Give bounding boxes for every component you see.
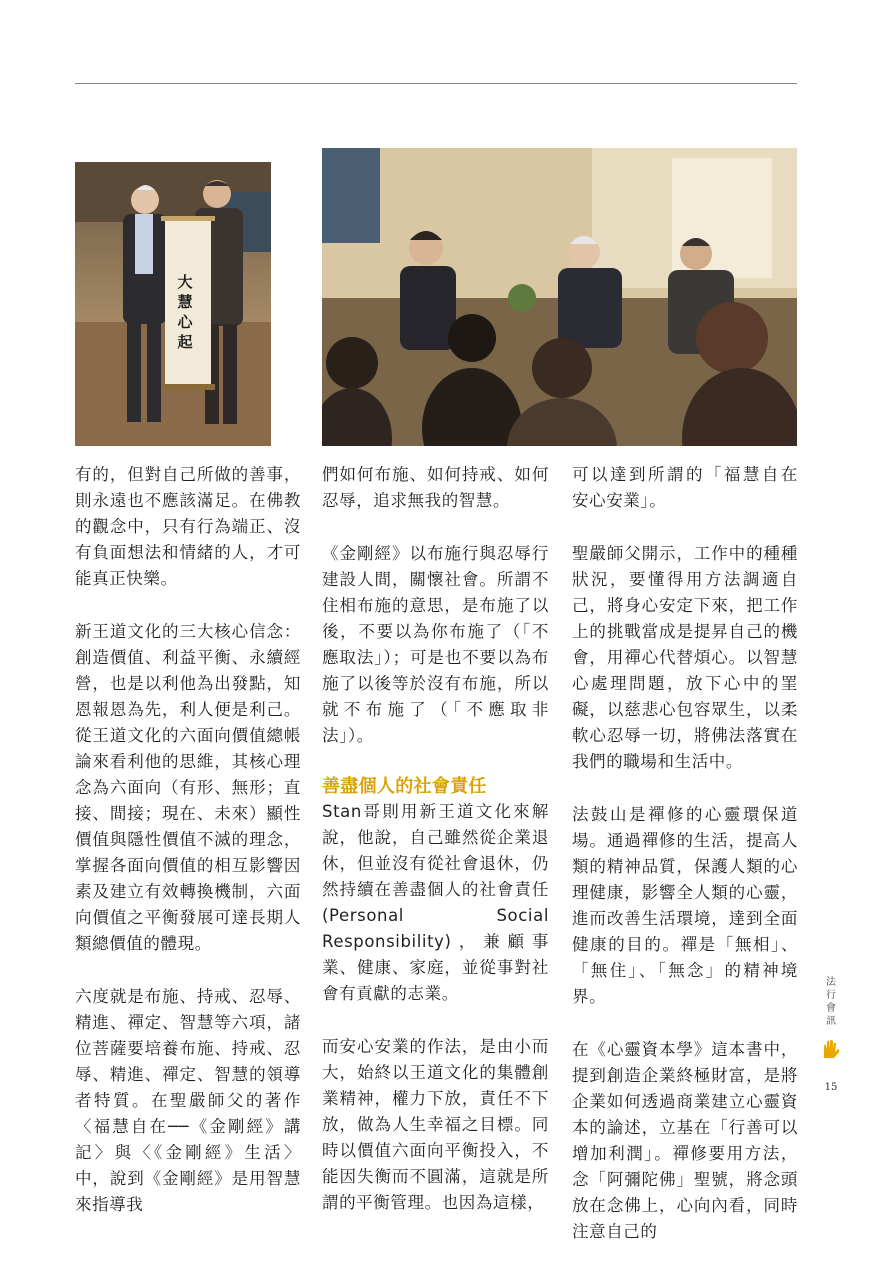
photo-panel-illustration — [322, 148, 797, 446]
paragraph: 們如何布施、如何持戒、如何忍辱，追求無我的智慧。 — [322, 465, 549, 510]
paragraph: 而安心安業的作法，是由小而大，始終以王道文化的集體創業精神，權力下放，責任不下放，做為人生幸福之目標。同時以價值六面向平衡投入，不能因失衡而不圓滿，這就是所謂的平衡管理。也因為這樣， — [322, 1037, 549, 1212]
paragraph: 有的，但對自己所做的善事，則永遠也不應該滿足。在佛教的觀念中，只有行為端正、沒有負面想法和情緒的人，才可能真正快樂。 — [75, 465, 301, 588]
text-column-3 — [572, 462, 798, 1272]
scroll-calligraphy — [171, 272, 199, 352]
text-column-2 — [322, 462, 549, 1243]
scroll-char: 慧 — [177, 293, 193, 311]
top-rule — [75, 83, 797, 84]
paragraph: 新王道文化的三大核心信念：創造價值、利益平衡、永續經營，也是以利他為出發點，知恩報恩為先，利人便是利己。從王道文化的六面向價值總帳論來看利他的思維，其核心理念為六面向（有形、無形；直接、間接；現在、未來）顯性價值與隱性價值不滅的理念，掌握各面向價值的相互影響因素及建立有效轉換機制，六面向價值之平衡發展可達長期人類總價值的體現。 — [75, 622, 301, 953]
hand-logo-icon — [821, 1038, 841, 1060]
photo-panel-discussion — [322, 148, 797, 446]
paragraph: 《金剛經》以布施行與忍辱行建設人間，關懷社會。所謂不住相布施的意思，是布施了以後，不要以為你布施了（「不應取法」）；可是也不要以為布施了以後等於沒有布施，所以就不布施了（「不應取非法」）。 — [322, 544, 549, 745]
paragraph: Stan哥則用新王道文化來解說，他說，自己雖然從企業退休，但並沒有從社會退休，仍然持續在善盡個人的社會責任(Personal Social Responsibility)，兼顧事業、健康、家庭，並從事對社會有貢獻的志業。 — [322, 802, 549, 1003]
masthead-text — [818, 976, 844, 1028]
paragraph: 在《心靈資本學》這本書中，提到創造企業終極財富，是將企業如何透過商業建立心靈資本的論述，立基在「行善可以增加利潤」。禪修要用方法，念「阿彌陀佛」聖號，將念頭放在念佛上，心向內看，同時注意自己的 — [572, 1040, 798, 1241]
paragraph: 聖嚴師父開示，工作中的種種狀況，要懂得用方法調適自己，將身心安定下來，把工作上的挑戰當成是提昇自己的機會，用禪心代替煩心。以智慧心處理問題，放下心中的罣礙，以慈悲心包容眾生，以柔軟心忍辱一切，將佛法落實在我們的職場和生活中。 — [572, 544, 798, 771]
scroll-char: 心 — [177, 313, 193, 331]
masthead-char: 法 — [826, 977, 836, 988]
section-heading: 善盡個人的社會責任 — [322, 776, 487, 797]
masthead-char: 行 — [826, 990, 836, 1001]
paragraph: 可以達到所謂的「福慧自在 安心安業」。 — [572, 465, 798, 510]
photo-calligraphy-presentation — [75, 162, 271, 446]
scroll-char: 起 — [177, 333, 193, 351]
masthead-char: 訊 — [826, 1016, 836, 1027]
paragraph: 六度就是布施、持戒、忍辱、精進、禪定、智慧等六項，諸位菩薩要培養布施、持戒、忍辱、精進、禪定、智慧的領導者特質。在聖嚴師父的著作〈福慧自在──《金剛經》講記〉與〈《金剛經》生活〉中，說到《金剛經》是用智慧來指導我 — [75, 987, 301, 1214]
side-masthead — [818, 976, 844, 1093]
text-column-1 — [75, 462, 301, 1245]
scroll-char: 大 — [177, 273, 193, 291]
page-number: 15 — [824, 1082, 838, 1093]
paragraph: 法鼓山是禪修的心靈環保道場。通過禪修的生活，提高人類的精神品質，保護人類的心理健康，影響全人類的心靈，進而改善生活環境，達到全面健康的目的。禪是「無相」、「無住」、「無念」的精神境界。 — [572, 805, 798, 1006]
masthead-char: 會 — [826, 1003, 836, 1014]
